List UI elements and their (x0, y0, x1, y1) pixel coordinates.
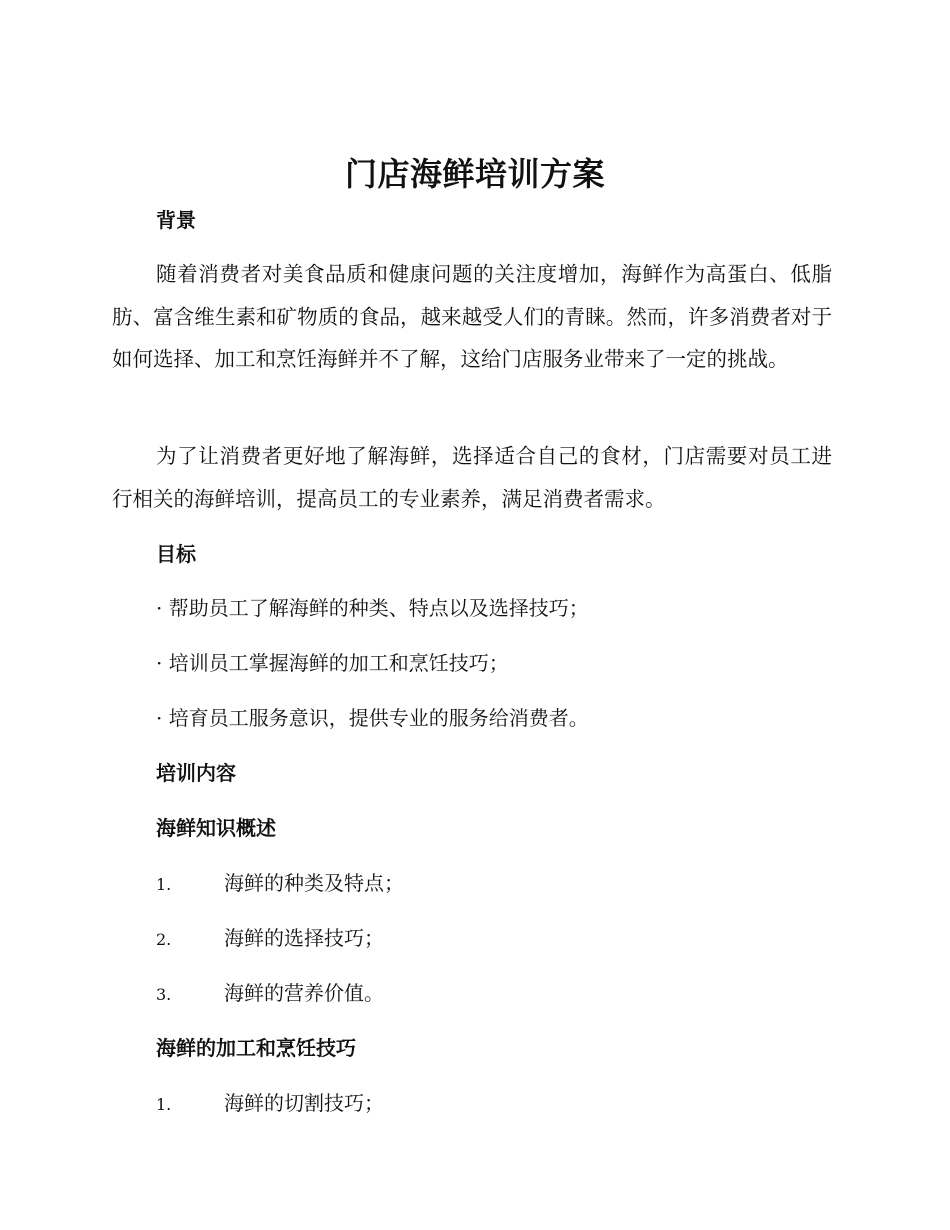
section-heading-background: 背景 (156, 208, 196, 232)
goal-item-2: · 培训员工掌握海鲜的加工和烹饪技巧； (156, 651, 509, 675)
goal-item-1: · 帮助员工了解海鲜的种类、特点以及选择技巧； (156, 596, 589, 620)
document-title: 门店海鲜培训方案 (344, 155, 605, 193)
list-number: 2. (156, 930, 172, 949)
list-number: 3. (156, 985, 172, 1004)
section-heading-training-content: 培训内容 (156, 761, 236, 785)
list-text: 海鲜的选择技巧； (224, 926, 384, 950)
background-paragraph-2: 为了让消费者更好地了解海鲜，选择适合自己的食材，门店需要对员工进行相关的海鲜培训，提高员工的专业素养，满足消费者需求。 (112, 444, 832, 511)
list-text: 海鲜的切割技巧； (224, 1091, 384, 1115)
goal-item-3: · 培育员工服务意识，提供专业的服务给消费者。 (156, 706, 589, 730)
list-number: 1. (156, 875, 172, 894)
section-heading-goals: 目标 (156, 542, 196, 566)
list-number: 1. (156, 1095, 172, 1114)
list-text: 海鲜的种类及特点； (224, 871, 404, 895)
background-paragraph-1: 随着消费者对美食品质和健康问题的关注度增加，海鲜作为高蛋白、低脂肪、富含维生素和矿物质的食品，越来越受人们的青睐。然而，许多消费者对于如何选择、加工和烹饪海鲜并不了解，这给门店服务业带来了一定的挑战。 (112, 262, 832, 371)
subsection-heading-knowledge: 海鲜知识概述 (156, 816, 276, 840)
list-text: 海鲜的营养价值。 (224, 981, 384, 1005)
subsection-heading-processing: 海鲜的加工和烹饪技巧 (156, 1036, 356, 1060)
